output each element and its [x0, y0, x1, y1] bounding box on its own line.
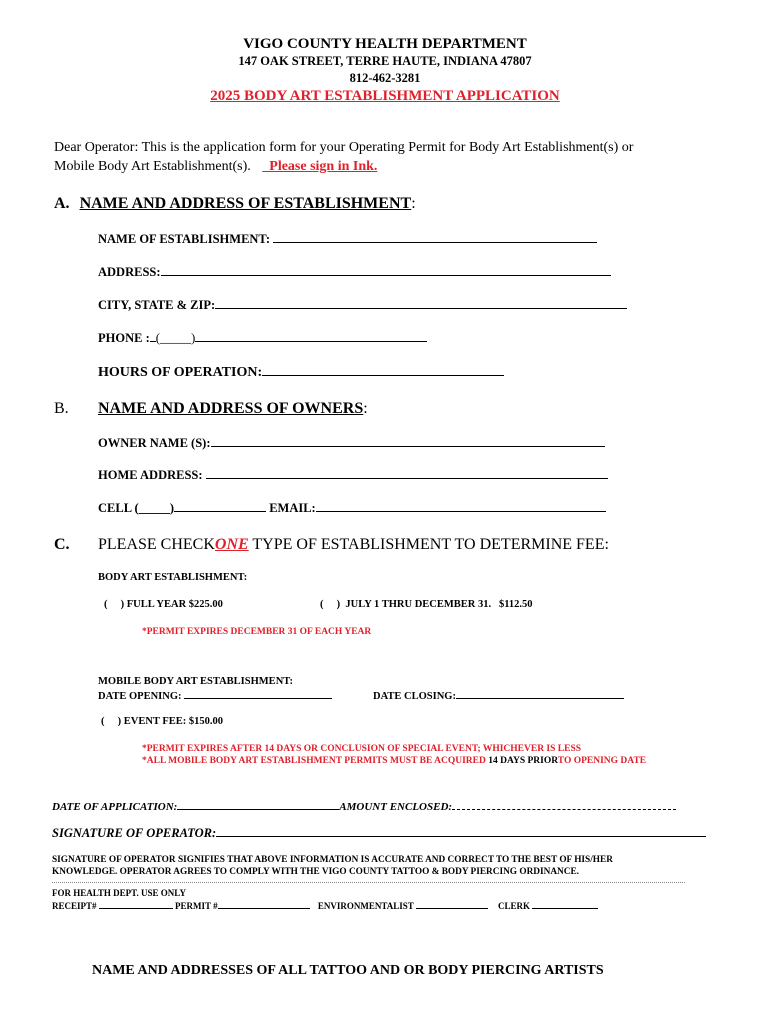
mobile-permit-expires-note: *PERMIT EXPIRES AFTER 14 DAYS OR CONCLUSION OF SPECIAL EVENT; WHICHEVER IS LESS	[142, 744, 582, 754]
department-name: VIGO COUNTY HEALTH DEPARTMENT	[243, 36, 527, 52]
date-closing-field[interactable]	[373, 689, 624, 702]
mobile-permit-acquire-note	[142, 756, 646, 766]
mobile-note-part-1: *ALL MOBILE BODY ART ESTABLISHMENT PERMITS MUST BE ACQUIRED	[142, 756, 486, 766]
owner-name-label: OWNER NAME (S):	[98, 436, 211, 450]
date-closing-line[interactable]	[456, 689, 624, 699]
event-fee-option[interactable]: ( ) EVENT FEE: $150.00	[101, 716, 224, 727]
section-b-letter: B.	[54, 400, 69, 417]
section-b-heading: NAME AND ADDRESS OF OWNERS:	[98, 400, 368, 417]
certification-line-1: SIGNATURE OF OPERATOR SIGNIFIES THAT ABOVE INFORMATION IS ACCURATE AND CORRECT TO THE BEST OF HIS/HER	[52, 855, 613, 865]
hours-of-operation-label: HOURS OF OPERATION:	[98, 365, 263, 380]
full-year-option[interactable]: ( ) FULL YEAR $225.00	[104, 599, 223, 610]
receipt-line[interactable]	[99, 900, 173, 909]
mobile-note-part-3: TO OPENING DATE	[557, 756, 647, 766]
office-use-row[interactable]	[52, 900, 598, 911]
environmentalist-label: ENVIRONMENTALIST	[317, 901, 414, 911]
date-amount-row[interactable]	[52, 800, 676, 813]
clerk-line[interactable]	[532, 900, 598, 909]
establishment-address-field[interactable]	[98, 264, 611, 280]
department-phone: 812-462-3281	[349, 71, 421, 85]
home-address-line[interactable]	[206, 467, 608, 479]
permit-line[interactable]	[218, 900, 310, 909]
city-state-zip-line[interactable]	[215, 297, 627, 309]
section-c-heading-post: TYPE OF ESTABLISHMENT TO DETERMINE FEE:	[252, 536, 609, 553]
certification-line-2: KNOWLEDGE. OPERATOR AGREES TO COMPLY WITH THE VIGO COUNTY TATTOO & BODY PIERCING ORDINANCE.	[52, 867, 580, 877]
section-c-heading-pre: PLEASE CHECK	[98, 536, 215, 553]
body-art-establishment-label: BODY ART ESTABLISHMENT:	[98, 572, 248, 583]
cell-label: CELL	[98, 501, 132, 515]
signature-line[interactable]	[216, 825, 706, 837]
cell-email-field[interactable]	[98, 500, 606, 516]
cell-line[interactable]	[174, 500, 266, 512]
intro-line-2	[54, 159, 377, 175]
date-closing-label: DATE CLOSING:	[373, 691, 456, 702]
intro-line-1: Dear Operator: This is the application form for your Operating Permit for Body Art Establishment(s) or	[54, 140, 634, 155]
artists-heading: NAME AND ADDRESSES OF ALL TATTOO AND OR BODY PIERCING ARTISTS	[92, 963, 604, 978]
signature-field[interactable]	[52, 825, 706, 841]
date-opening-label: DATE OPENING:	[98, 691, 182, 702]
july-december-option[interactable]: ( ) JULY 1 THRU DECEMBER 31. $112.50	[320, 599, 533, 610]
city-state-zip-label: CITY, STATE & ZIP:	[98, 298, 216, 312]
email-line[interactable]	[316, 500, 606, 512]
establishment-address-label: ADDRESS:	[98, 265, 161, 279]
signature-label: SIGNATURE OF OPERATOR:	[52, 826, 217, 840]
date-opening-field[interactable]	[98, 689, 332, 702]
date-opening-line[interactable]	[184, 689, 332, 699]
home-address-label: HOME ADDRESS:	[98, 468, 203, 482]
hours-of-operation-field[interactable]	[98, 364, 504, 381]
establishment-name-line[interactable]	[273, 231, 597, 243]
receipt-label: RECEIPT#	[52, 901, 97, 911]
intro-line-2-text: Mobile Body Art Establishment(s).	[54, 159, 251, 174]
email-label: EMAIL:	[269, 501, 316, 515]
owner-name-line[interactable]	[211, 435, 605, 447]
environmentalist-line[interactable]	[416, 900, 488, 909]
separator-line	[52, 882, 685, 883]
mobile-note-part-2: 14 DAYS PRIOR	[488, 756, 558, 766]
sign-in-ink-note: Please sign in Ink.	[269, 159, 378, 174]
cell-area-code: (_____)	[134, 501, 175, 515]
section-c-letter: C.	[54, 536, 70, 553]
date-of-application-line[interactable]	[177, 800, 339, 810]
establishment-address-line[interactable]	[161, 264, 611, 276]
amount-enclosed-line[interactable]	[452, 800, 676, 810]
date-of-application-label: DATE OF APPLICATION:	[52, 801, 178, 813]
city-state-zip-field[interactable]	[98, 297, 627, 313]
amount-enclosed-label: AMOUNT ENCLOSED:	[339, 801, 453, 813]
section-a-letter: A.	[54, 195, 70, 212]
establishment-name-field[interactable]	[98, 231, 597, 247]
establishment-phone-line[interactable]	[195, 330, 427, 342]
office-use-label: FOR HEALTH DEPT. USE ONLY	[52, 888, 186, 898]
establishment-phone-label: PHONE :	[98, 331, 150, 345]
establishment-name-label: NAME OF ESTABLISHMENT:	[98, 232, 271, 246]
section-a-heading: A. NAME AND ADDRESS OF ESTABLISHMENT:	[54, 195, 416, 212]
section-c-heading	[98, 536, 609, 554]
owner-name-field[interactable]	[98, 435, 605, 451]
section-a-title: NAME AND ADDRESS OF ESTABLISHMENT	[79, 195, 412, 212]
section-c-heading-one: ONE	[214, 536, 249, 553]
phone-area-code: (_____)	[155, 331, 196, 345]
establishment-phone-field[interactable]	[98, 330, 427, 346]
mobile-establishment-label: MOBILE BODY ART ESTABLISHMENT:	[98, 676, 293, 687]
department-address: 147 OAK STREET, TERRE HAUTE, INDIANA 47807	[238, 54, 532, 68]
clerk-label: CLERK	[498, 901, 531, 911]
permit-expires-note: *PERMIT EXPIRES DECEMBER 31 OF EACH YEAR	[142, 627, 372, 637]
section-b-title: NAME AND ADDRESS OF OWNERS	[98, 400, 364, 417]
home-address-field[interactable]	[98, 467, 608, 483]
form-title: 2025 BODY ART ESTABLISHMENT APPLICATION	[210, 88, 560, 104]
hours-of-operation-line[interactable]	[262, 364, 504, 376]
permit-label: PERMIT #	[175, 901, 218, 911]
